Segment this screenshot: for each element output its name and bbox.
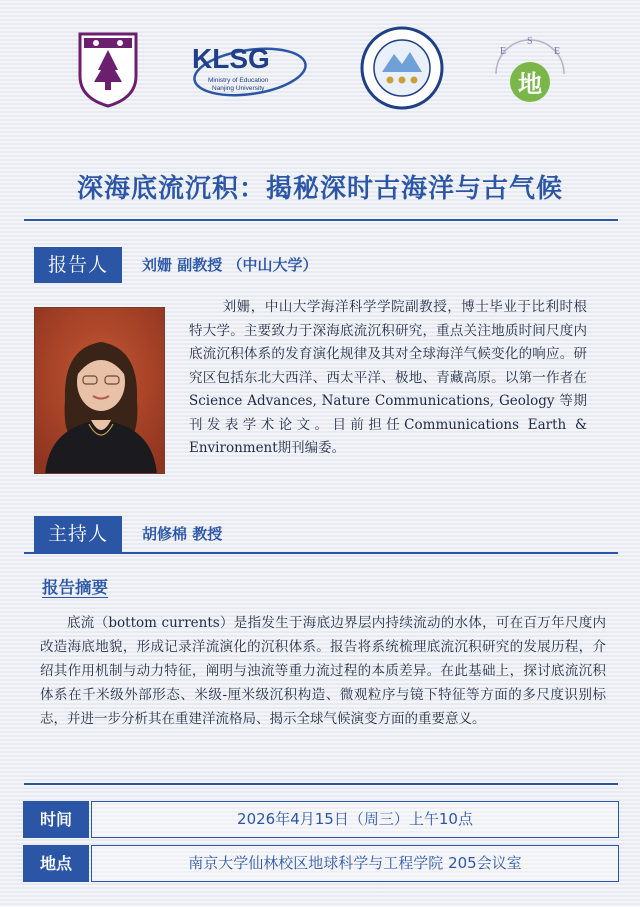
round-seal-logo-icon <box>360 26 444 110</box>
abstract-heading: 报告摘要 <box>42 578 108 597</box>
nanjing-university-emblem-icon <box>76 30 140 108</box>
abstract-text: 底流（bottom currents）是指发生于海底边界层内持续流动的水体，可在百万年尺度内改造海底地貌，形成记录洋流演化的沉积体系。报告将系统梳理底流沉积研究的发展历程，介绍其作用机制与动力特征，阐明与浊流等重力流过程的本质差异。在此基础上，探讨底流沉积体系在千米级外部形态、米级-厘米级沉积构造、微观粒序与镜下特征等方面的多尺度识别标志，并进一步分析其在重建洋流格局、揭示全球气候演变方面的重要意义。 <box>40 615 606 727</box>
host-name: 胡修棉 教授 <box>142 525 223 543</box>
svg-text:Nanjing University: Nanjing University <box>212 85 265 92</box>
place-label: 地点 <box>23 845 89 882</box>
svg-text:E: E <box>554 46 561 57</box>
host-tag: 主持人 <box>34 516 122 552</box>
ese-logo-icon <box>490 36 570 108</box>
page-title: 深海底流沉积：揭秘深时古海洋与古气候 <box>76 174 563 204</box>
time-value: 2026年4月15日（周三）上午10点 <box>91 801 619 838</box>
host-divider <box>24 552 618 554</box>
speaker-photo <box>34 307 165 474</box>
klsg-logo-icon <box>188 38 308 102</box>
speaker-tag: 报告人 <box>34 247 122 283</box>
svg-text:地: 地 <box>518 70 542 98</box>
speaker-bio: 刘姗，中山大学海洋科学学院副教授，博士毕业于比利时根特大学。主要致力于深海底流沉积研究，重点关注地质时间尺度内底流沉积体系的发育演化规律及其对全球海洋气候变化的响应。研究区包括东北大西洋、西太平洋、极地、青藏高原。以第一作者在Science Advances, Nature Communications, Geology 等期刊发表学术论文。目前担任Communications Earth & Environment期刊编委。 <box>189 299 587 456</box>
time-label: 时间 <box>23 801 89 838</box>
svg-text:E: E <box>500 46 507 57</box>
svg-text:S: S <box>527 36 533 47</box>
place-value: 南京大学仙林校区地球科学与工程学院 205会议室 <box>91 845 619 882</box>
place-row <box>23 845 619 882</box>
speaker-name: 刘姗 副教授 （中山大学） <box>142 256 318 274</box>
abstract-divider <box>24 783 618 785</box>
svg-text:KLSG: KLSG <box>192 43 270 74</box>
title-divider <box>24 219 618 221</box>
logo-bar <box>0 26 640 116</box>
svg-text:Ministry of Education: Ministry of Education <box>208 77 269 84</box>
time-row <box>23 801 619 838</box>
